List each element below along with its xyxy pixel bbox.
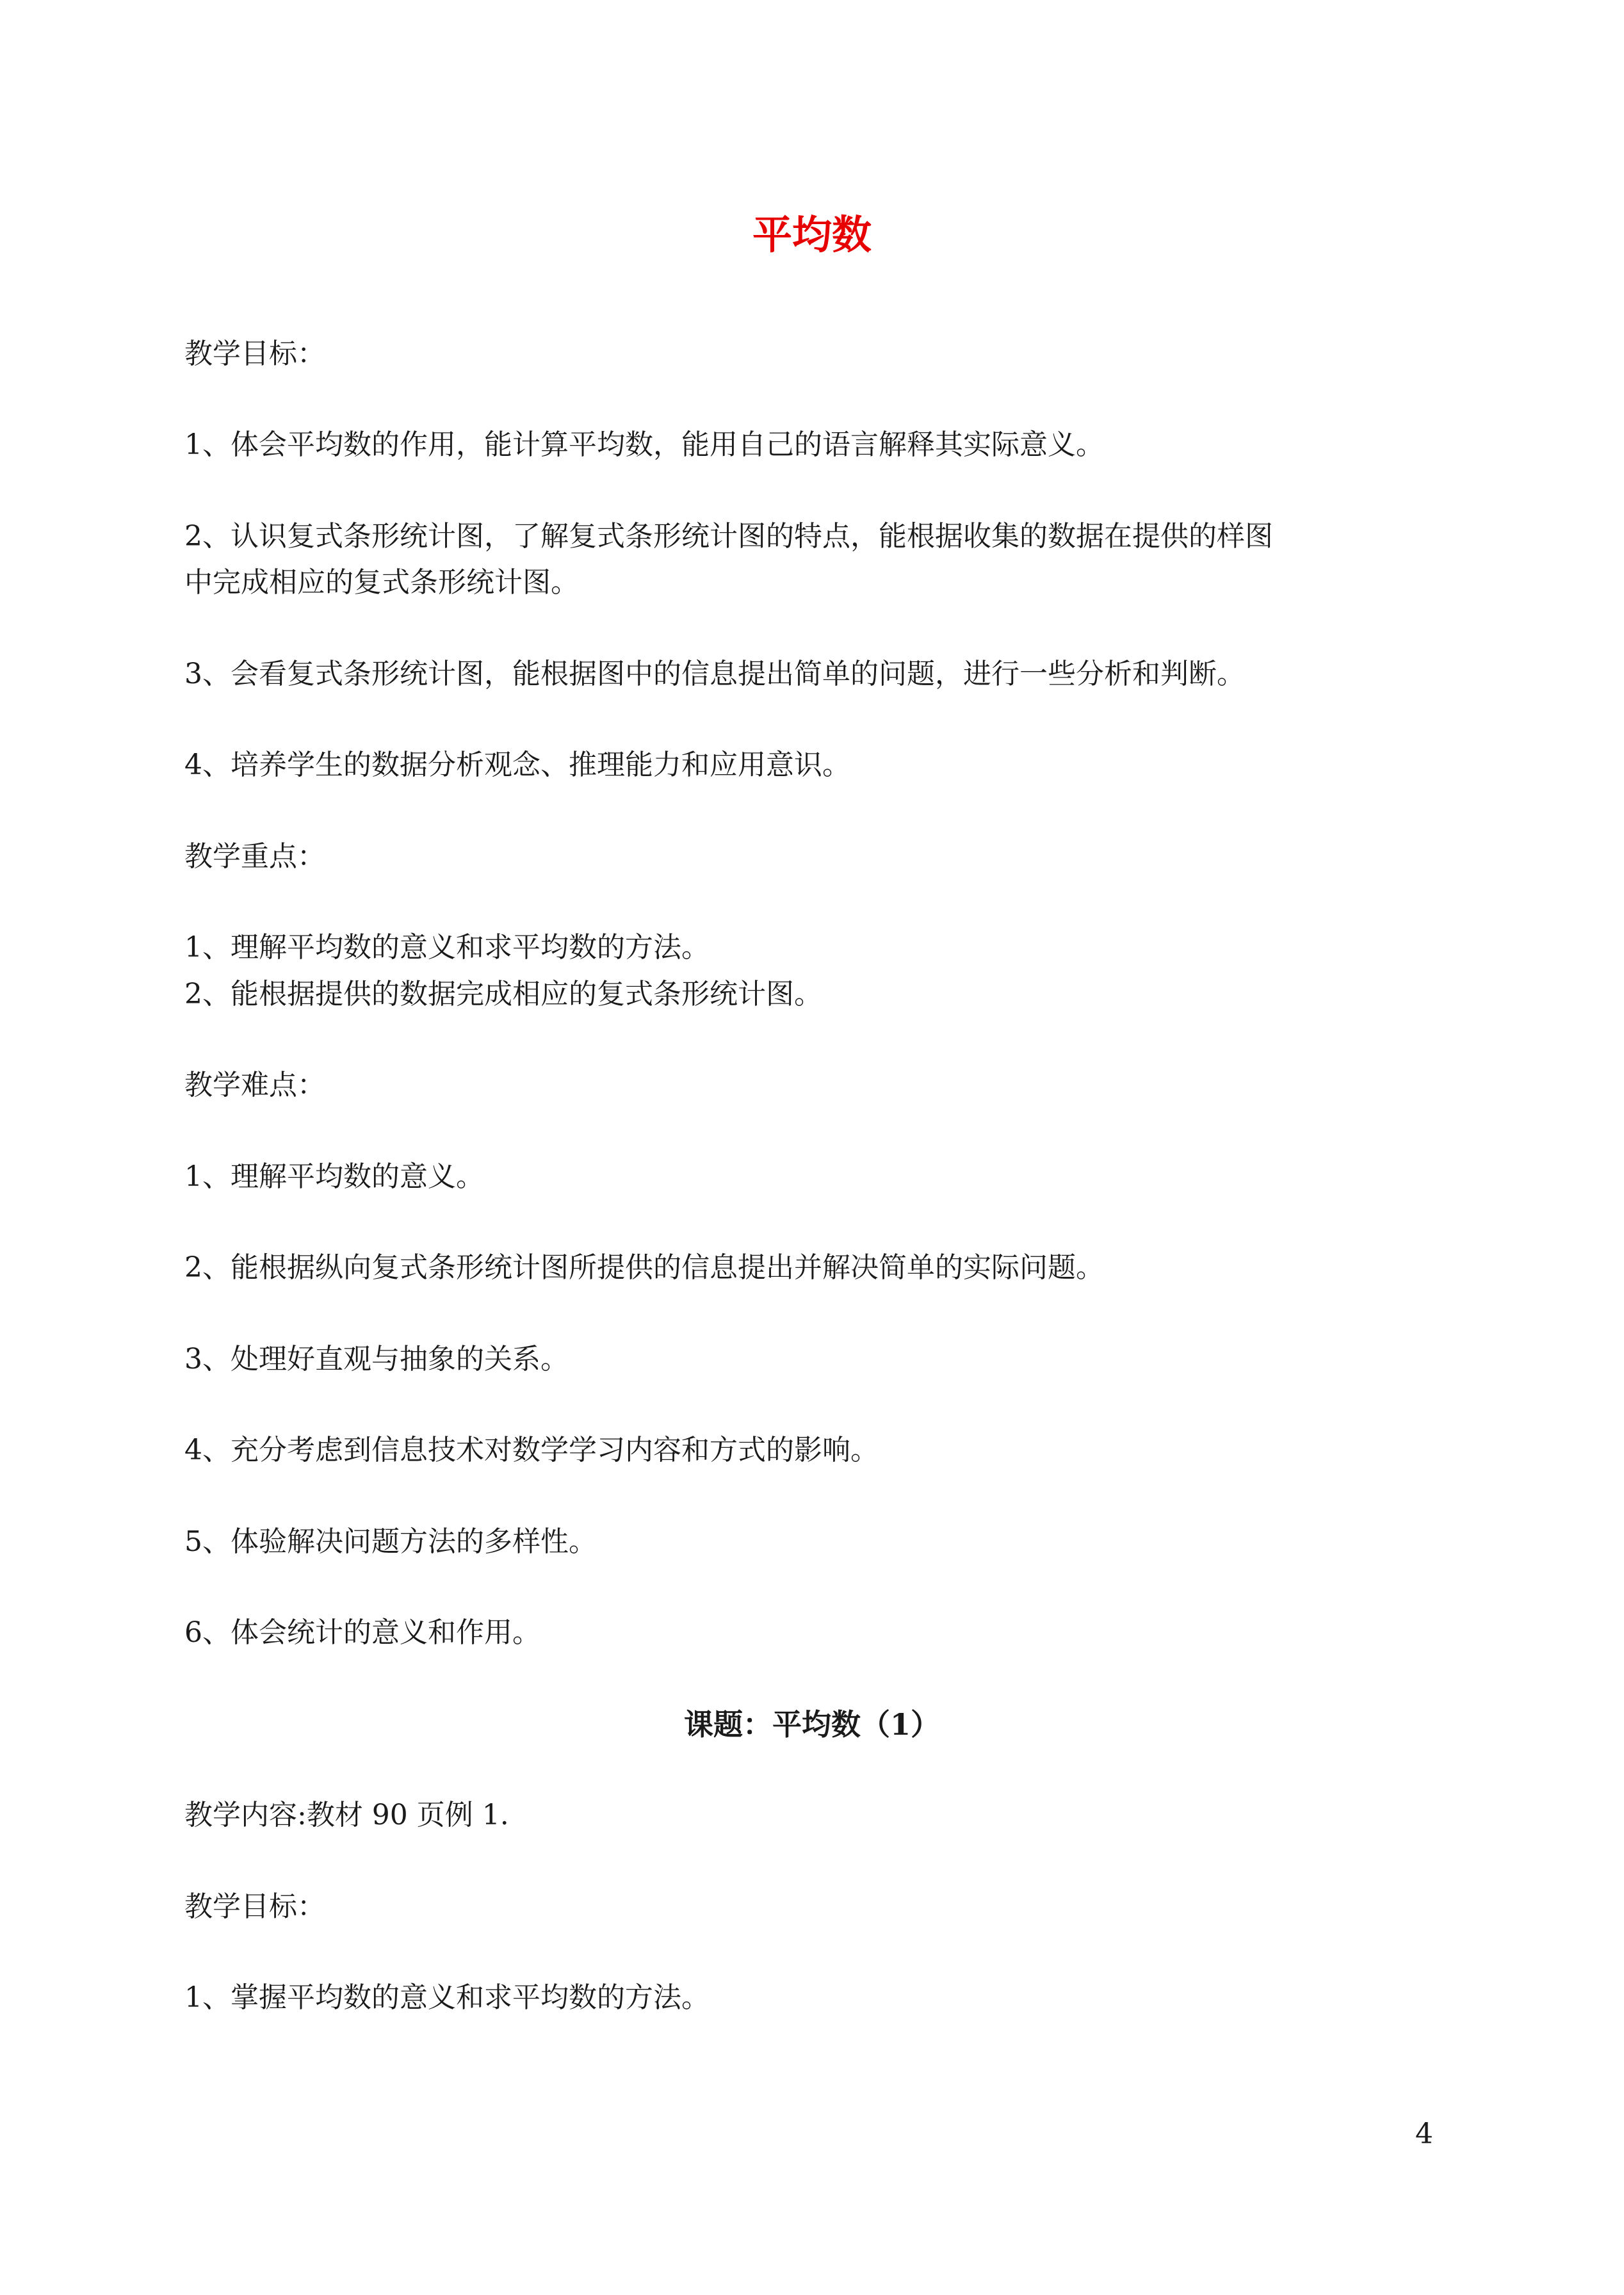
key-points-heading: 教学重点：	[184, 840, 325, 873]
difficulty-item-6: 6、体会统计的意义和作用。	[184, 1616, 540, 1649]
key-point-item-1: 1、理解平均数的意义和求平均数的方法。	[184, 931, 710, 964]
difficulty-item-5: 5、体验解决问题方法的多样性。	[184, 1525, 597, 1558]
key-point-item-2: 2、能根据提供的数据完成相应的复式条形统计图。	[184, 978, 822, 1010]
goal-item-1: 1、体会平均数的作用，能计算平均数，能用自己的语言解释其实际意义。	[184, 428, 1104, 461]
document-title: 平均数	[752, 211, 872, 258]
lesson-goal-item-1: 1、掌握平均数的意义和求平均数的方法。	[184, 1981, 710, 2014]
difficulty-item-4: 4、充分考虑到信息技术对数学学习内容和方式的影响。	[184, 1434, 879, 1466]
lesson-subtitle: 课题：平均数（1）	[683, 1707, 940, 1742]
teaching-goals-heading: 教学目标：	[184, 337, 325, 370]
goal-item-3: 3、会看复式条形统计图，能根据图中的信息提出简单的问题，进行一些分析和判断。	[184, 658, 1245, 690]
difficulty-item-1: 1、理解平均数的意义。	[184, 1160, 484, 1193]
page-number: 4	[1415, 2118, 1433, 2150]
goal-item-2-continued: 中完成相应的复式条形统计图。	[184, 566, 579, 599]
lesson-content: 教学内容:教材 90 页例 1.	[184, 1799, 509, 1831]
lesson-goals-heading: 教学目标：	[184, 1890, 325, 1923]
difficulty-item-2: 2、能根据纵向复式条形统计图所提供的信息提出并解决简单的实际问题。	[184, 1251, 1104, 1284]
goal-item-4: 4、培养学生的数据分析观念、推理能力和应用意识。	[184, 749, 850, 781]
goal-item-2: 2、认识复式条形统计图，了解复式条形统计图的特点，能根据收集的数据在提供的样图	[184, 520, 1273, 553]
difficulty-item-3: 3、处理好直观与抽象的关系。	[184, 1343, 569, 1375]
difficulties-heading: 教学难点：	[184, 1069, 325, 1101]
